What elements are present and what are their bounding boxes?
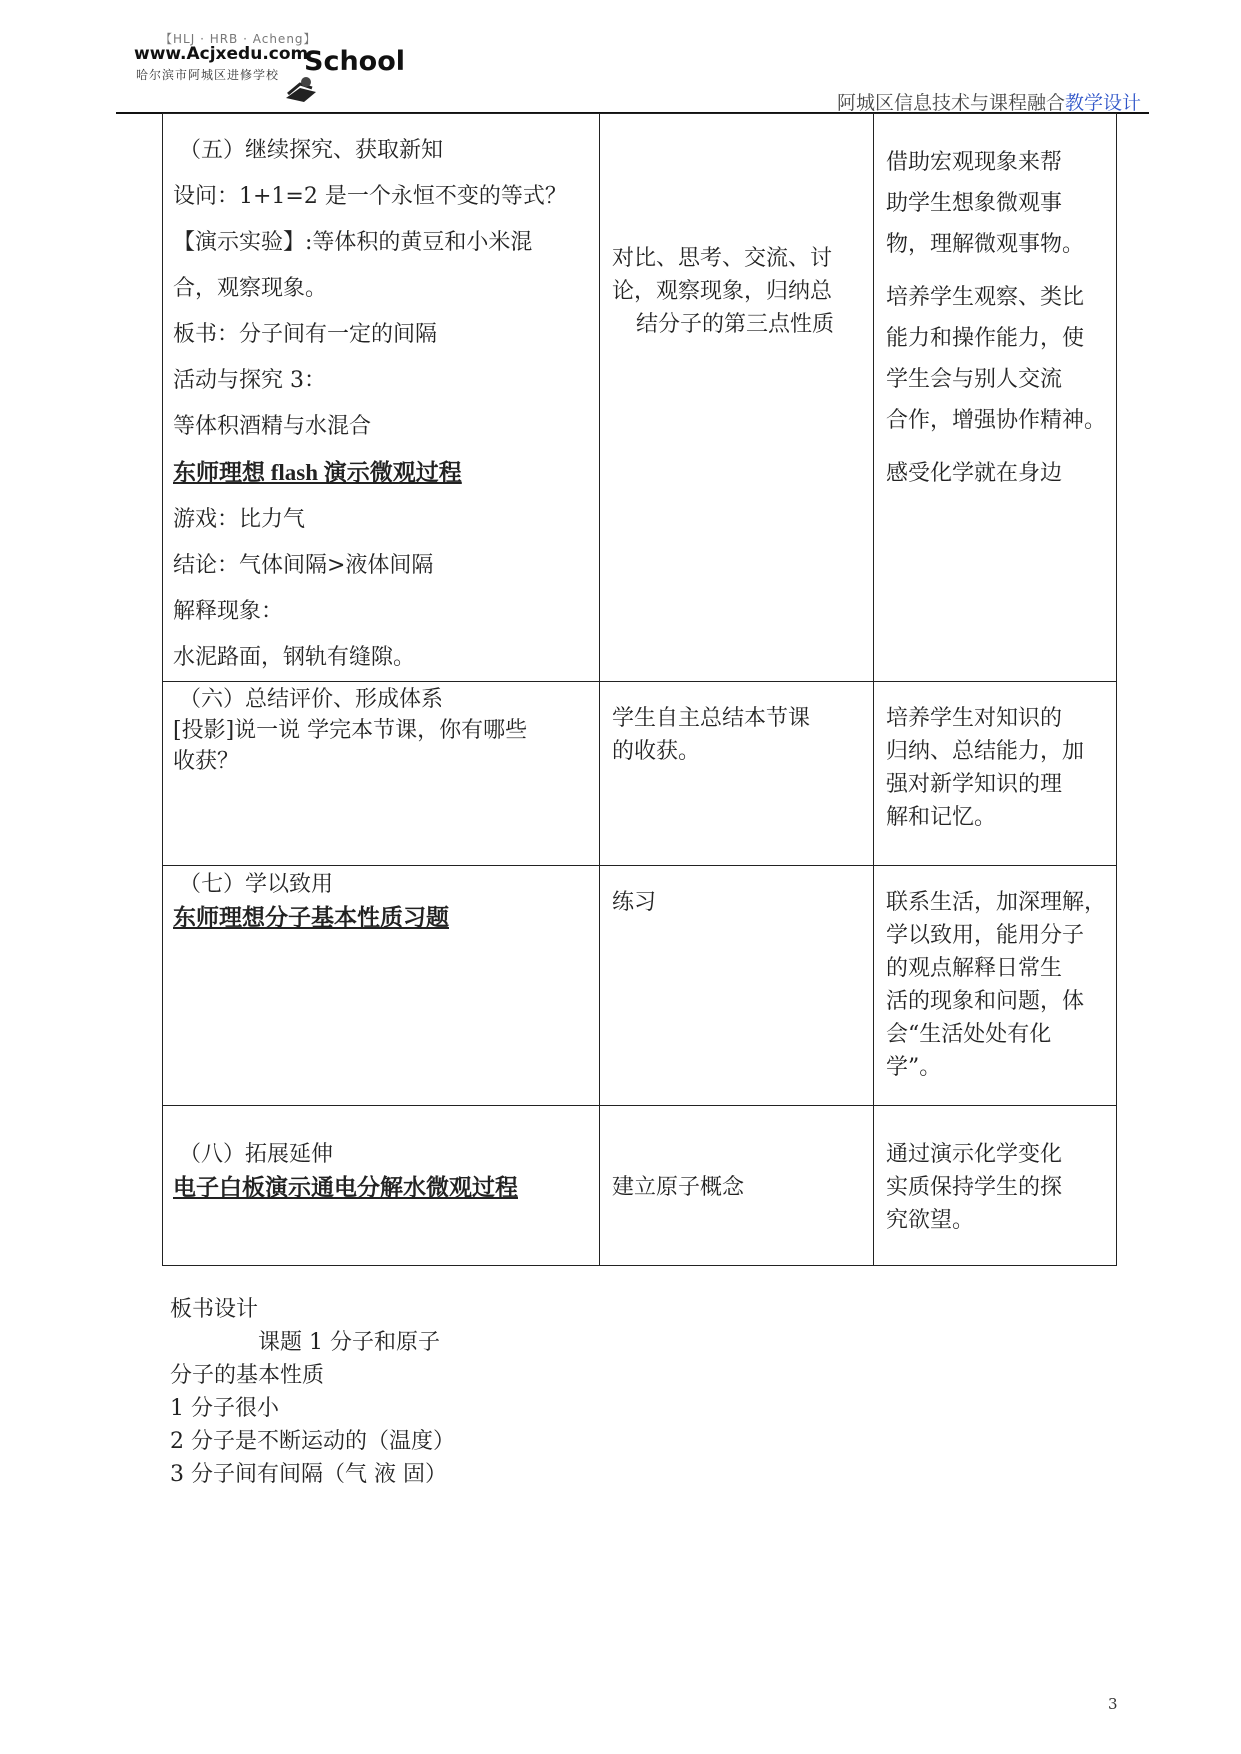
text-line: 建立原子概念 <box>612 1175 745 1200</box>
text-line: 活的现象和问题，体 <box>886 989 1085 1014</box>
text-line: 借助宏观现象来帮 <box>886 150 1063 175</box>
lesson-table <box>162 113 1117 1266</box>
text-line: 的观点解释日常生 <box>886 956 1063 981</box>
table-row <box>163 1106 1117 1266</box>
text-line: 结论：气体间隔>液体间隔 <box>173 553 434 578</box>
student-activity-cell <box>600 114 874 682</box>
logo-url: www.Acjxedu.com <box>134 44 309 64</box>
text-line: 实质保持学生的探 <box>886 1175 1063 1200</box>
logo-school-name: 哈尔滨市阿城区进修学校 <box>136 68 280 82</box>
text-line: 通过演示化学变化 <box>886 1142 1063 1167</box>
text-line: 培养学生对知识的 <box>886 706 1063 731</box>
teacher-activity-cell <box>163 866 600 1106</box>
logo-school-word: School <box>304 46 406 77</box>
text-line: 会“生活处处有化 <box>886 1022 1052 1047</box>
text-line: 强对新学知识的理 <box>886 772 1063 797</box>
page-number: 3 <box>1108 1695 1118 1713</box>
text-line: 结分子的第三点性质 <box>636 312 835 337</box>
text-line: 解释现象： <box>173 599 284 624</box>
text-line: 活动与探究 3： <box>173 368 326 393</box>
design-intent-cell <box>874 114 1117 682</box>
resource-link[interactable]: 东师理想分子基本性质习题 <box>173 905 449 930</box>
board-design <box>170 1293 455 1491</box>
text-line: 归纳、总结能力，加 <box>886 739 1085 764</box>
resource-link[interactable]: 东师理想 flash 演示微观过程 <box>173 460 462 485</box>
text-line: [投影]说一说 学完本节课，你有哪些 <box>173 718 528 743</box>
section-heading: （七）学以致用 <box>179 872 334 897</box>
text-line: 能力和操作能力，使 <box>886 326 1085 351</box>
text-line: 对比、思考、交流、讨 <box>612 246 833 271</box>
table-row <box>163 682 1117 866</box>
text-line: 究欲望。 <box>886 1208 975 1233</box>
teacher-activity-cell <box>163 1106 600 1266</box>
text-line: 解和记忆。 <box>886 805 997 830</box>
board-item: 2 分子是不断运动的（温度） <box>170 1429 455 1454</box>
board-subtitle: 分子的基本性质 <box>170 1363 325 1388</box>
text-line: 培养学生观察、类比 <box>886 285 1085 310</box>
text-line: 合，观察现象。 <box>173 276 328 301</box>
board-topic: 课题 1 分子和原子 <box>258 1330 440 1355</box>
text-line: 助学生想象微观事 <box>886 191 1063 216</box>
text-line: 练习 <box>612 890 657 915</box>
text-line: 学生自主总结本节课 <box>612 706 811 731</box>
section-heading: （六）总结评价、形成体系 <box>179 687 444 712</box>
school-logo <box>132 30 412 110</box>
text-line: 物，理解微观事物。 <box>886 232 1085 257</box>
student-activity-cell <box>600 1106 874 1266</box>
header-title-accent: 教学设计 <box>1064 92 1141 114</box>
text-line: 游戏：比力气 <box>173 507 306 532</box>
student-activity-cell <box>600 866 874 1106</box>
header-title <box>837 88 1141 115</box>
text-line: 论，观察现象，归纳总 <box>612 279 833 304</box>
text-line: 感受化学就在身边 <box>886 461 1063 486</box>
design-intent-cell <box>874 1106 1117 1266</box>
text-line: 学生会与别人交流 <box>886 367 1063 392</box>
logo-tagline: 【HLJ · HRB · Acheng】 <box>160 32 317 46</box>
text-line: 联系生活，加深理解， <box>886 890 1107 915</box>
text-line: 合作，增强协作精神。 <box>886 408 1107 433</box>
resource-link[interactable]: 电子白板演示通电分解水微观过程 <box>173 1175 518 1200</box>
board-item: 3 分子间有间隔（气 液 固） <box>170 1462 447 1487</box>
header-title-prefix: 阿城区信息技术与课程融合 <box>836 92 1065 114</box>
teacher-activity-cell <box>163 682 600 866</box>
text-line: 学以致用，能用分子 <box>886 923 1085 948</box>
text-line: 收获？ <box>173 749 240 774</box>
board-heading: 板书设计 <box>170 1297 259 1322</box>
text-line: 等体积酒精与水混合 <box>173 414 372 439</box>
text-line: 水泥路面，钢轨有缝隙。 <box>173 645 416 670</box>
text-line: 【演示实验】:等体积的黄豆和小米混 <box>173 230 533 255</box>
design-intent-cell <box>874 866 1117 1106</box>
section-heading: （八）拓展延伸 <box>179 1142 334 1167</box>
text-line: 设问：1+1=2 是一个永恒不变的等式？ <box>173 184 567 209</box>
text-line: 板书：分子间有一定的间隔 <box>173 322 438 347</box>
text-line: 学”。 <box>886 1055 942 1080</box>
teacher-activity-cell <box>163 114 600 682</box>
table-row <box>163 114 1117 682</box>
section-heading: （五）继续探究、获取新知 <box>179 138 444 163</box>
table-row <box>163 866 1117 1106</box>
text-line: 的收获。 <box>612 739 701 764</box>
student-activity-cell <box>600 682 874 866</box>
board-item: 1 分子很小 <box>170 1396 279 1421</box>
design-intent-cell <box>874 682 1117 866</box>
